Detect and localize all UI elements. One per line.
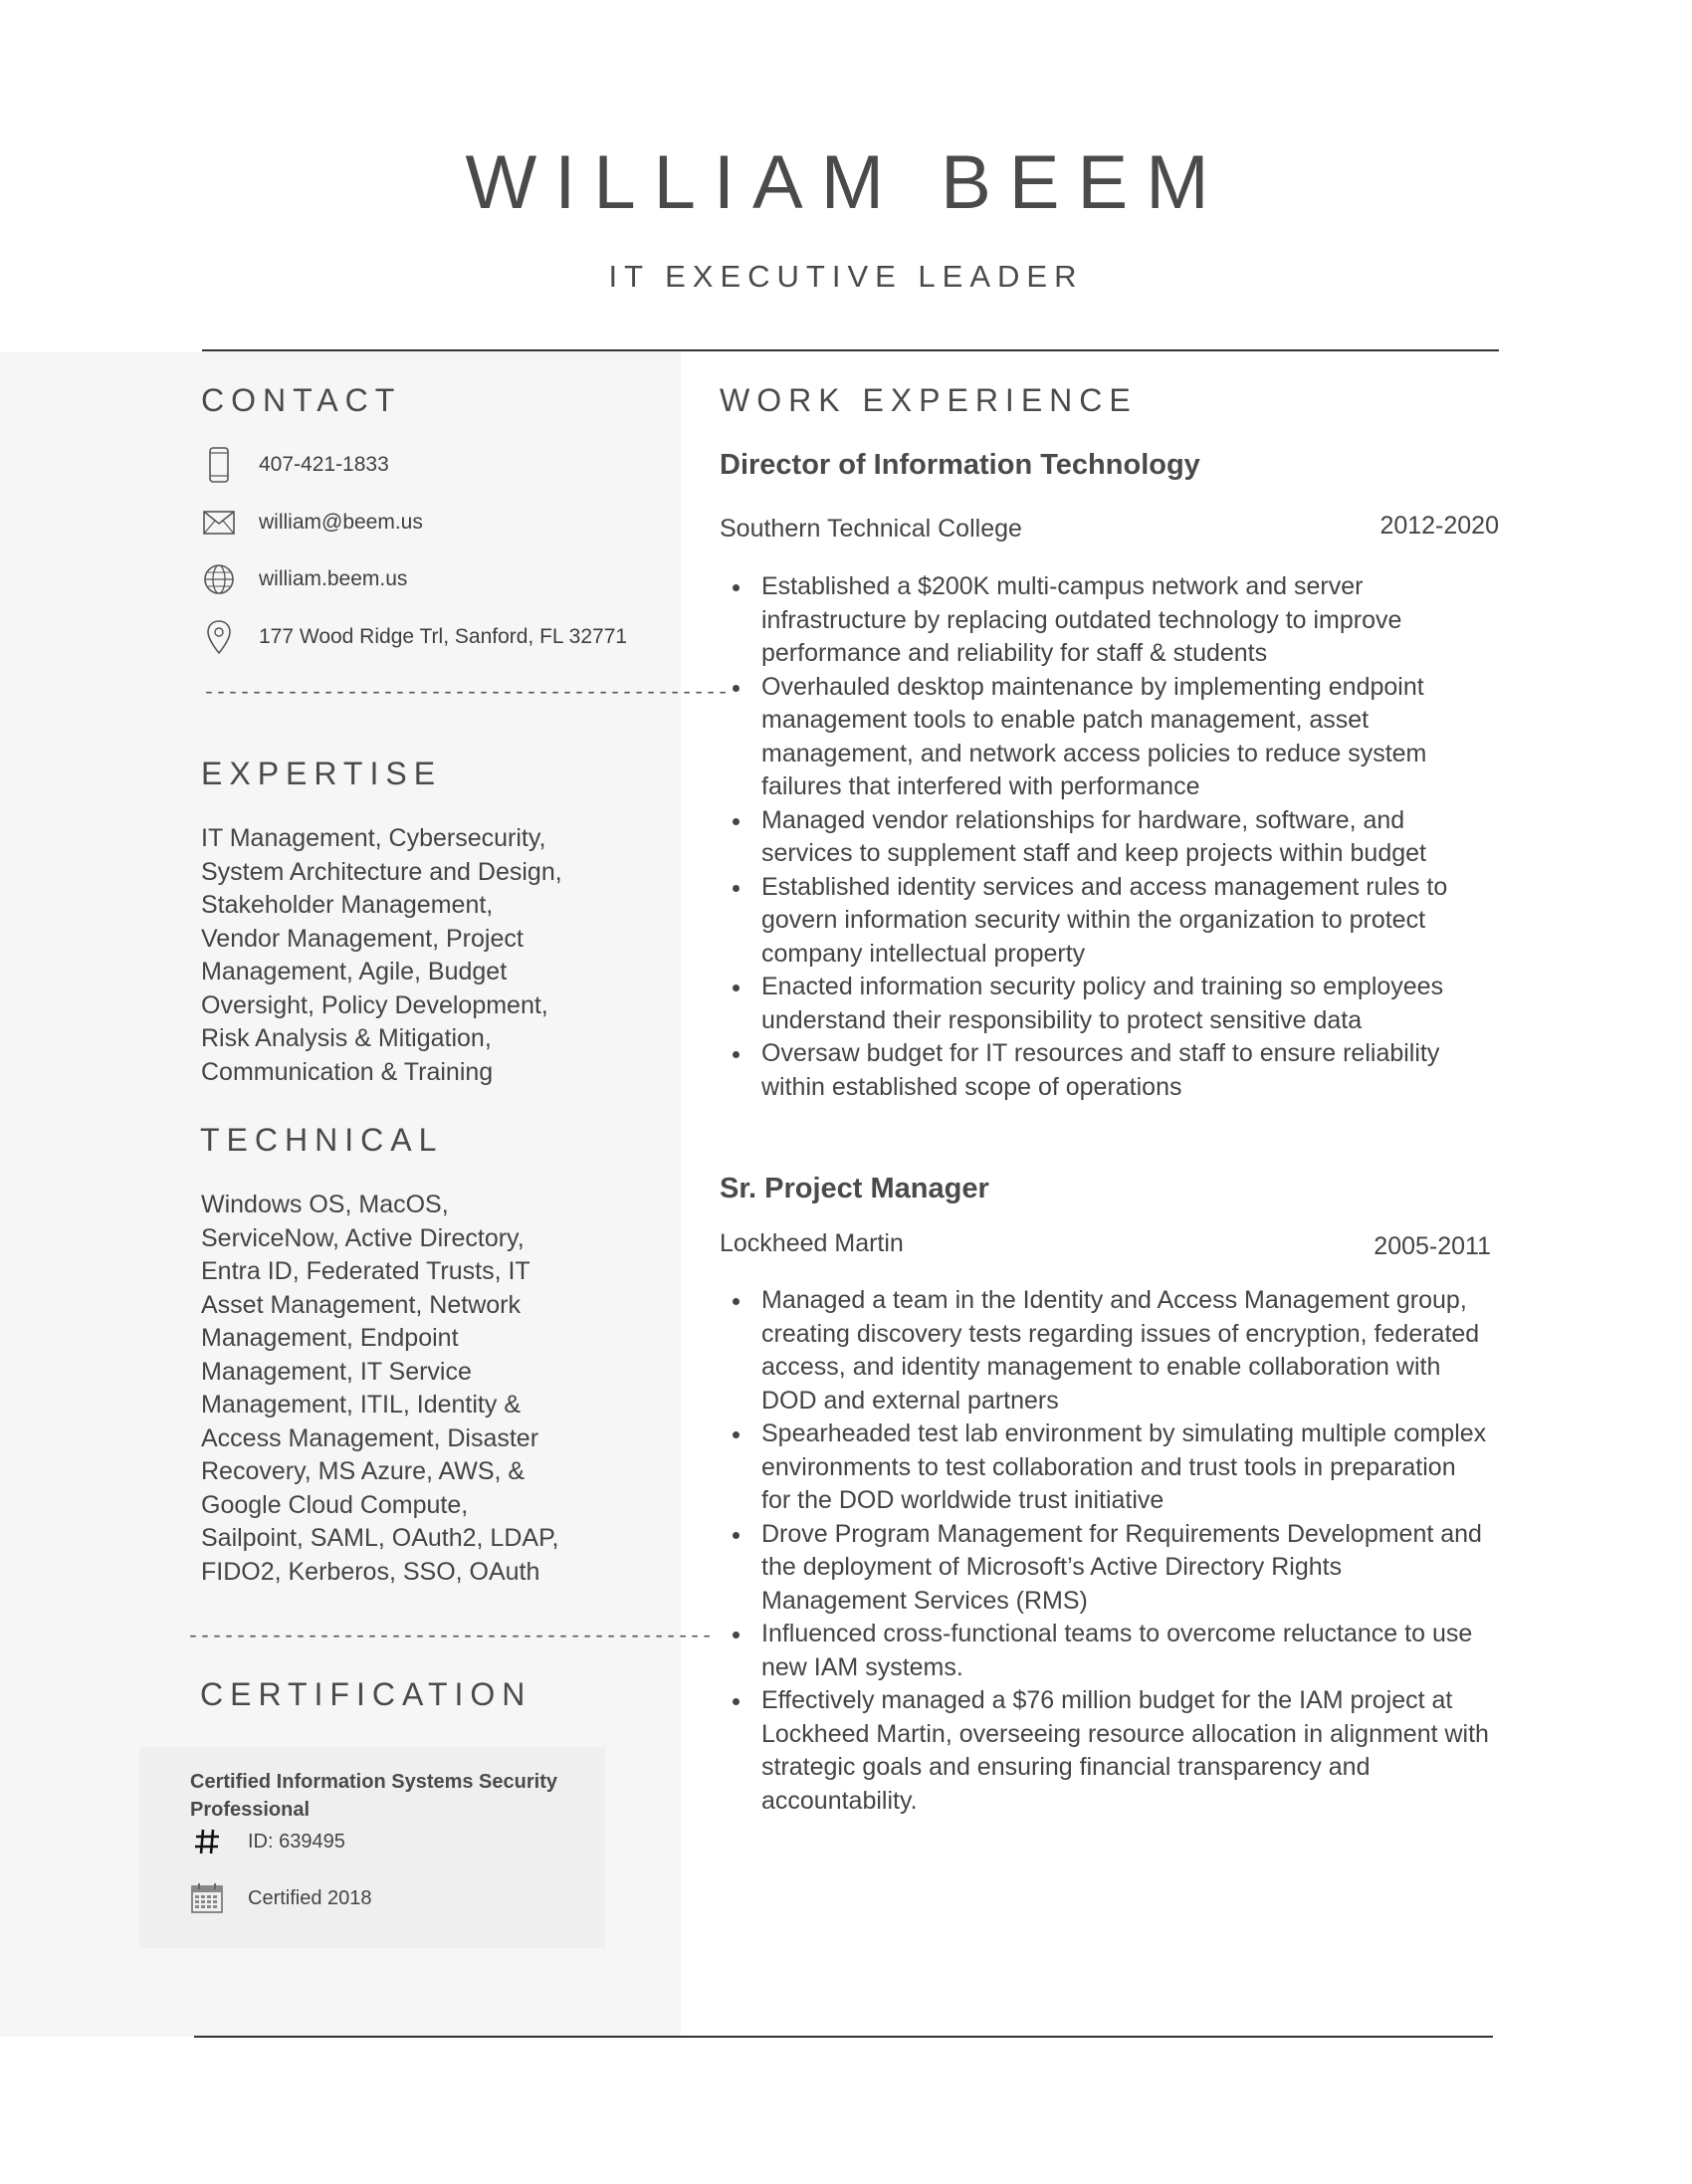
bullet-line: company intellectual property — [761, 939, 1086, 968]
calendar-icon — [189, 1880, 225, 1916]
job-bullet — [720, 570, 1506, 671]
expertise-line: Communication & Training — [201, 1057, 494, 1086]
job-company: Lockheed Martin — [720, 1229, 904, 1257]
contact-address — [201, 617, 659, 657]
contact-address-text: 177 Wood Ridge Trl, Sanford, FL 32771 — [259, 625, 628, 648]
bullet-line: Spearheaded test lab environment by simulating multiple complex — [761, 1420, 1487, 1447]
bullet-line: access, and identity management to enable collaboration with — [761, 1353, 1441, 1381]
job-bullet — [720, 804, 1506, 871]
technical-text — [201, 1189, 599, 1589]
job-bullet — [720, 1518, 1506, 1619]
technical-divider: -------------------------------------------- — [187, 1626, 714, 1648]
bullet-line: strategic goals and ensuring financial transparency and — [761, 1753, 1371, 1781]
expertise-line: Stakeholder Management, — [201, 891, 494, 919]
bullet-line: management, and network access policies to reduce system — [761, 739, 1427, 767]
contact-phone — [201, 445, 659, 485]
certification-year: Certified 2018 — [248, 1886, 372, 1909]
bullet-line: Managed a team in the Identity and Access Management group, — [761, 1286, 1467, 1314]
expertise-heading: EXPERTISE — [201, 756, 443, 791]
bullet-line: Overhauled desktop maintenance by implementing endpoint — [761, 672, 1424, 701]
technical-line: Management, IT Service — [201, 1357, 472, 1386]
bullet-line: Oversaw budget for IT resources and staff to ensure reliability — [761, 1039, 1440, 1067]
certification-title-line: Professional — [190, 1799, 311, 1821]
job-bullet — [720, 1618, 1506, 1684]
contact-divider: -------------------------------------------- — [203, 682, 730, 705]
job-company: Southern Technical College — [720, 515, 1022, 543]
bullet-line: Drove Program Management for Requirements Development and — [761, 1519, 1482, 1548]
bullet-line: Effectively managed a $76 million budget for the IAM project at — [761, 1686, 1453, 1714]
certification-id-row — [189, 1824, 345, 1859]
technical-line: Entra ID, Federated Trusts, IT — [201, 1257, 530, 1285]
job-bullet — [720, 871, 1506, 972]
job-bullet-list — [720, 570, 1506, 1104]
envelope-icon — [201, 505, 237, 541]
expertise-line: Vendor Management, Project — [201, 924, 524, 953]
technical-line: Management, ITIL, Identity & — [201, 1391, 521, 1419]
job-dates: 2012-2020 — [1379, 512, 1499, 540]
contact-email-text[interactable]: william@beem.us — [259, 511, 423, 534]
bullet-line: Influenced cross-functional teams to overcome reluctance to use — [761, 1620, 1473, 1647]
bullet-line: Established a $200K multi-campus network and server — [761, 572, 1364, 600]
certification-title-line: Certified Information Systems Security — [190, 1771, 557, 1793]
bullet-line: Managed vendor relationships for hardware, software, and — [761, 805, 1405, 834]
certification-heading: CERTIFICATION — [200, 1676, 532, 1712]
bullet-line: for the DOD worldwide trust initiative — [761, 1486, 1164, 1514]
location-pin-icon — [201, 619, 237, 655]
bullet-line: creating discovery tests regarding issues of encryption, federated — [761, 1319, 1480, 1348]
bullet-line: Established identity services and access management rules to — [761, 872, 1448, 901]
bullet-line: new IAM systems. — [761, 1652, 963, 1681]
technical-line: Recovery, MS Azure, AWS, & — [201, 1457, 526, 1485]
bullet-line: understand their responsibility to protect sensitive data — [761, 1005, 1363, 1034]
hash-icon — [189, 1824, 225, 1859]
bullet-line: management tools to enable patch management, asset — [761, 706, 1370, 734]
job-bullet — [720, 671, 1506, 804]
bullet-line: failures that interfered with performance — [761, 772, 1200, 800]
technical-line: ServiceNow, Active Directory, — [201, 1223, 525, 1252]
bullet-line: Management Services (RMS) — [761, 1586, 1088, 1615]
job-bullet — [720, 971, 1506, 1037]
bullet-line: infrastructure by replacing outdated technology to improve — [761, 605, 1402, 634]
certification-id: ID: 639495 — [248, 1830, 345, 1853]
technical-line: Management, Endpoint — [201, 1324, 459, 1352]
technical-line: Asset Management, Network — [201, 1290, 521, 1319]
expertise-line: IT Management, Cybersecurity, — [201, 824, 546, 852]
certification-title — [190, 1768, 588, 1824]
expertise-text — [201, 822, 599, 1089]
footer-divider — [194, 2036, 1493, 2038]
work-experience-heading: WORK EXPERIENCE — [720, 382, 1138, 418]
technical-heading: TECHNICAL — [200, 1122, 444, 1158]
expertise-line: Oversight, Policy Development, — [201, 990, 548, 1019]
bullet-line: accountability. — [761, 1786, 918, 1815]
bullet-line: within established scope of operations — [761, 1072, 1182, 1101]
contact-phone-text[interactable]: 407-421-1833 — [259, 453, 389, 476]
bullet-line: the deployment of Microsoft’s Active Directory Rights — [761, 1553, 1343, 1581]
technical-line: Sailpoint, SAML, OAuth2, LDAP, — [201, 1524, 559, 1552]
job-bullet-list — [720, 1284, 1506, 1818]
contact-email — [201, 503, 659, 543]
job-bullet — [720, 1284, 1506, 1418]
contact-website-text[interactable]: william.beem.us — [259, 567, 408, 590]
candidate-role: IT EXECUTIVE LEADER — [608, 259, 1084, 294]
job-title: Director of Information Technology — [720, 449, 1200, 481]
phone-icon — [201, 447, 237, 483]
header-divider — [202, 349, 1499, 351]
globe-icon — [201, 561, 237, 597]
job-bullet — [720, 1037, 1506, 1104]
bullet-line: DOD and external partners — [761, 1386, 1059, 1415]
bullet-line: services to supplement staff and keep projects within budget — [761, 839, 1426, 867]
technical-line: Windows OS, MacOS, — [201, 1191, 449, 1218]
technical-line: FIDO2, Kerberos, SSO, OAuth — [201, 1557, 540, 1586]
bullet-line: environments to test collaboration and trust tools in preparation — [761, 1452, 1456, 1481]
job-title: Sr. Project Manager — [720, 1173, 989, 1204]
job-bullet — [720, 1684, 1506, 1818]
technical-line: Access Management, Disaster — [201, 1423, 539, 1452]
job-dates: 2005-2011 — [1374, 1232, 1491, 1260]
technical-line: Google Cloud Compute, — [201, 1490, 469, 1519]
bullet-line: Lockheed Martin, overseeing resource allocation in alignment with — [761, 1719, 1489, 1748]
bullet-line: govern information security within the organization to protect — [761, 906, 1426, 934]
contact-website — [201, 559, 659, 599]
expertise-line: System Architecture and Design, — [201, 857, 562, 886]
candidate-name: WILLIAM BEEM — [465, 140, 1227, 225]
certification-year-row — [189, 1880, 372, 1916]
job-bullet — [720, 1418, 1506, 1518]
expertise-line: Management, Agile, Budget — [201, 958, 508, 985]
bullet-line: Enacted information security policy and training so employees — [761, 973, 1444, 1000]
contact-heading: CONTACT — [201, 382, 402, 418]
expertise-line: Risk Analysis & Mitigation, — [201, 1024, 492, 1052]
bullet-line: performance and reliability for staff & students — [761, 639, 1268, 667]
